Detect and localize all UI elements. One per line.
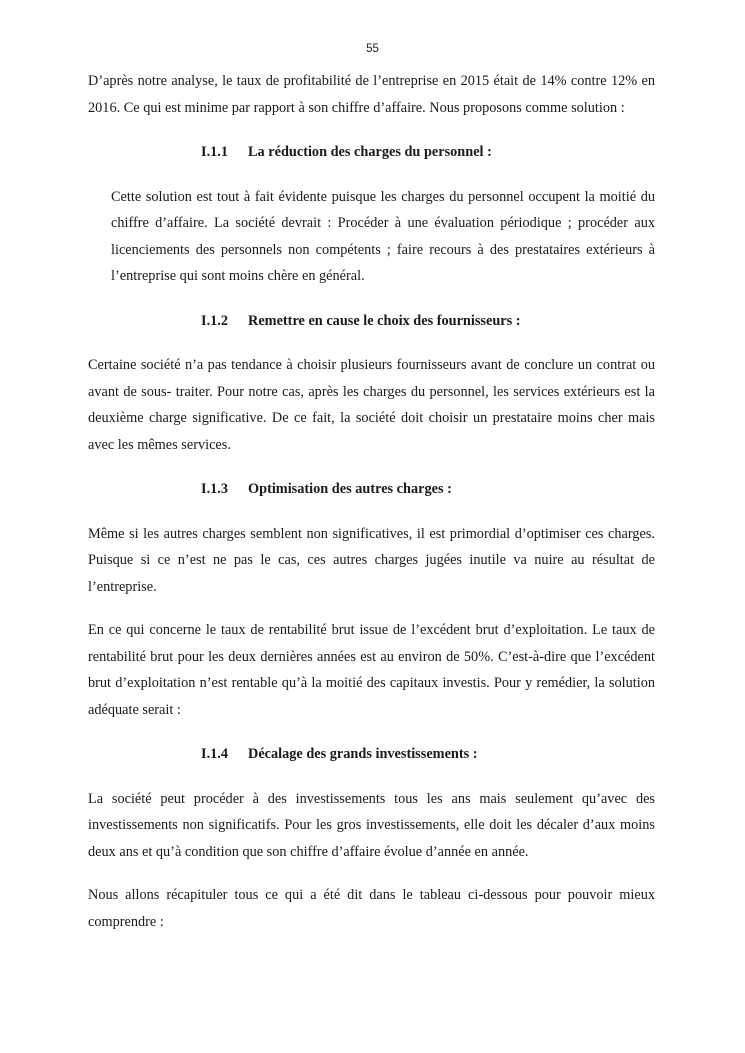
section-title: Remettre en cause le choix des fournisseurs : bbox=[248, 312, 521, 329]
section-body-3-extra: En ce qui concerne le taux de rentabilité brut issue de l’excédent brut d’exploitation. Le taux de rentabilité brut pour les deux dernières années est au environ de 50%. C’est-à-dire que l’excédent brut d’exploitation n’est rentable qu’à la moitié des capitaux investis. Pour y remédier, la solution adéquate serait : bbox=[88, 622, 655, 718]
section-title: Décalage des grands investissements : bbox=[248, 746, 478, 762]
section-body-1: Cette solution est tout à fait évidente puisque les charges du personnel occupent la moitié du chiffre d’affaire. La société devrait : Procéder à une évaluation périodique ; procéder aux licenciements des personnels non compétents ; faire recours à des prestataires extérieurs à l’entreprise qui sont moins chère en général. bbox=[111, 188, 655, 284]
section-number: I.1.3 bbox=[201, 481, 229, 497]
section-body-3: Même si les autres charges semblent non significatives, il est primordial d’optimiser ces charges. Puisque si ce n’est ne pas le cas, ces autres charges jugées inutile va nuire au résultat de l’entreprise. bbox=[88, 525, 655, 595]
section-title: Optimisation des autres charges : bbox=[248, 481, 452, 497]
section-heading-3 bbox=[88, 476, 655, 503]
section-title: La réduction des charges du personnel : bbox=[248, 144, 492, 160]
page-number: 55 bbox=[366, 43, 379, 55]
section-body-4: La société peut procéder à des investissements tous les ans mais seulement qu’avec des investissements non significatifs. Pour les gros investissements, elle doit les décaler d’aux moins deux ans et qu’à condition que son chiffre d’affaire évolue d’année en année. bbox=[88, 790, 655, 860]
intro-paragraph: D’après notre analyse, le taux de profitabilité de l’entreprise en 2015 était de 14% contre 12% en 2016. Ce qui est minime par rapport à son chiffre d’affaire. Nous proposons comme solution : bbox=[88, 73, 655, 116]
section-number: I.1.2 bbox=[201, 312, 229, 329]
page-content bbox=[88, 68, 655, 935]
section-heading-4 bbox=[88, 741, 655, 768]
section-number: I.1.4 bbox=[201, 746, 229, 762]
section-heading-1 bbox=[88, 139, 655, 166]
section-number: I.1.1 bbox=[201, 144, 229, 160]
section-body-2: Certaine société n’a pas tendance à choisir plusieurs fournisseurs avant de conclure un contrat ou avant de sous- traiter. Pour notre cas, après les charges du personnel, les services extérieurs est la deuxième charge significative. De ce fait, la société doit choisir un prestataire moins cher mais avec les mêmes services. bbox=[88, 357, 655, 453]
closing-paragraph: Nous allons récapituler tous ce qui a été dit dans le tableau ci-dessous pour pouvoir mieux comprendre : bbox=[88, 887, 655, 930]
section-heading-2 bbox=[88, 308, 655, 335]
